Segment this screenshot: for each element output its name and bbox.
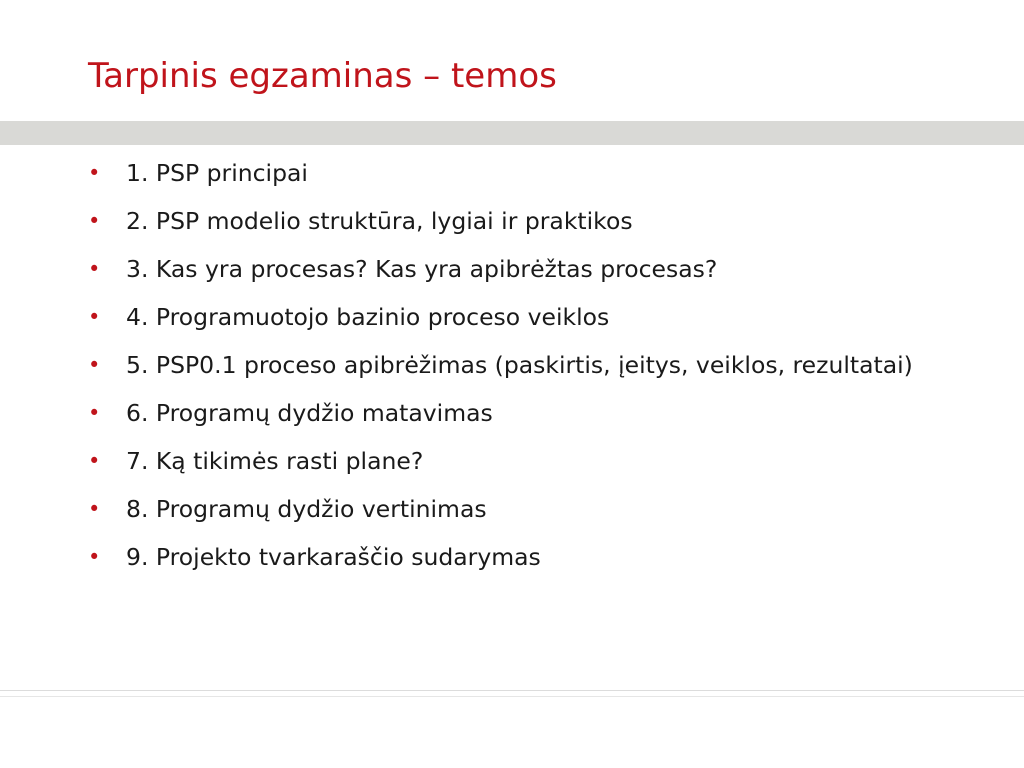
list-item-text: 4. Programuotojo bazinio proceso veiklos (126, 303, 610, 331)
list-item (88, 202, 948, 241)
list-item (88, 490, 948, 529)
bullet-icon: • (88, 257, 101, 281)
bullet-icon: • (88, 545, 101, 569)
bullet-icon: • (88, 449, 101, 473)
list-item (88, 394, 948, 433)
bullet-icon: • (88, 401, 101, 425)
list-item (88, 538, 948, 577)
bullet-icon: • (88, 161, 101, 185)
slide-title: Tarpinis egzaminas – temos (88, 56, 557, 96)
list-item-text: 9. Projekto tvarkaraščio sudarymas (126, 543, 541, 571)
list-item-text: 1. PSP principai (126, 159, 308, 187)
list-item-text: 6. Programų dydžio matavimas (126, 399, 493, 427)
bullet-icon: • (88, 353, 101, 377)
footer-divider (0, 690, 1024, 691)
list-item-text: 8. Programų dydžio vertinimas (126, 495, 487, 523)
list-item-text: 5. PSP0.1 proceso apibrėžimas (paskirtis, įeitys, veiklos, rezultatai) (126, 351, 913, 379)
list-item (88, 154, 948, 193)
list-item-text: 2. PSP modelio struktūra, lygiai ir praktikos (126, 207, 633, 235)
list-item-text: 3. Kas yra procesas? Kas yra apibrėžtas procesas? (126, 255, 718, 283)
list-item (88, 298, 948, 337)
bullet-icon: • (88, 305, 101, 329)
bullet-icon: • (88, 209, 101, 233)
footer-divider (0, 696, 1024, 697)
bullet-icon: • (88, 497, 101, 521)
list-item-text: 7. Ką tikimės rasti plane? (126, 447, 424, 475)
list-item (88, 346, 948, 385)
topic-list (88, 154, 948, 586)
title-divider-band (0, 121, 1024, 145)
list-item (88, 442, 948, 481)
list-item (88, 250, 948, 289)
